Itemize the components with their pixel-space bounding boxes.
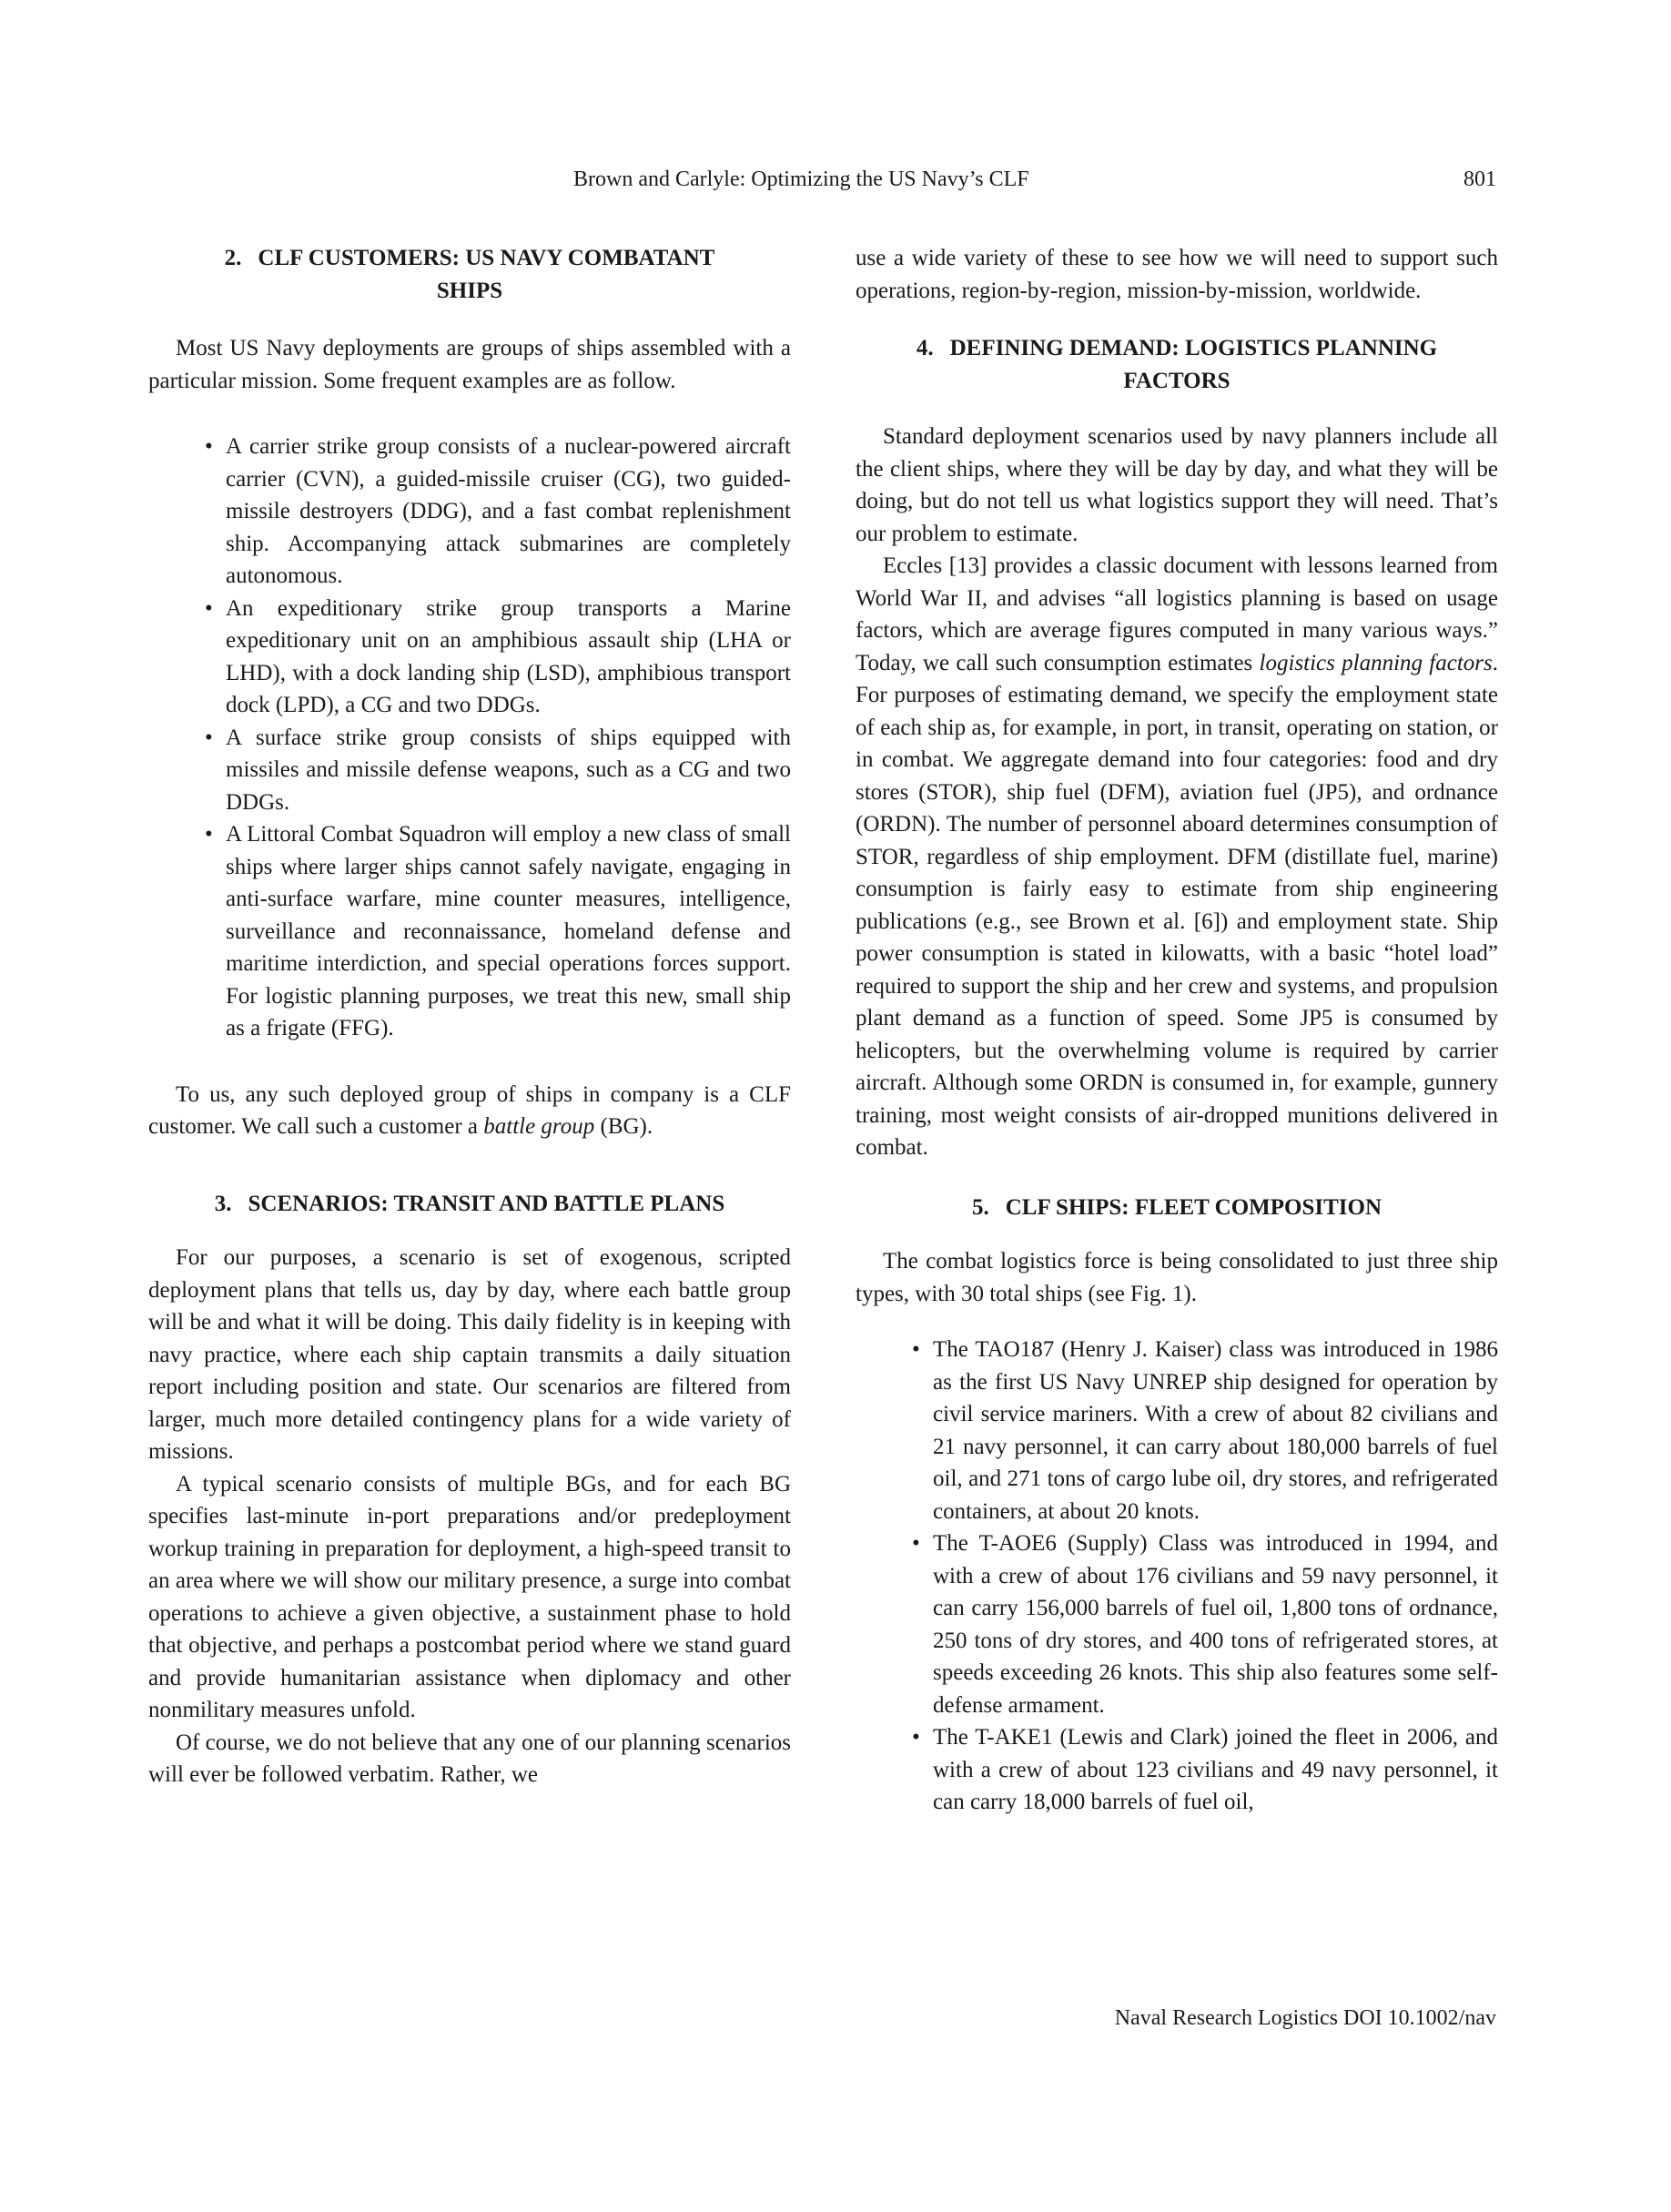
paragraph: Of course, we do not believe that any one of our planning scenarios will ever be followed verbatim. Rather, we (148, 1730, 791, 1787)
section-4-heading (856, 332, 1498, 397)
section-title-line2: FACTORS (1123, 368, 1230, 393)
list-item: • The T-AKE1 (Lewis and Clark) joined the fleet in 2006, and with a crew of about 123 civilians and 49 navy personnel, it can carry 18,000 barrels of fuel oil, (912, 1725, 1498, 1814)
section-title-line1: DEFINING DEMAND: LOGISTICS PLANNING (949, 336, 1438, 360)
paragraph: Standard deployment scenarios used by navy planners include all the client ships, where they will be day by day, and what they will be doing, but do not tell us what logistics support they will need. That’s our problem to estimate. (856, 424, 1498, 546)
list-item: • A Littoral Combat Squadron will employ a new class of small ships where larger ships cannot safely navigate, engaging in anti-surface warfare, mine counter measures, intelligence, surveillance and reconnaissance, homeland defense and maritime interdiction, and special operations forces support. For logistic planning purposes, we treat this new, small ship as a frigate (FFG). (205, 822, 791, 1040)
section-5-heading (856, 1192, 1498, 1224)
section-title: CLF SHIPS: FLEET COMPOSITION (1005, 1194, 1382, 1220)
list-item-text: The T-AKE1 (Lewis and Clark) joined the fleet in 2006, and with a crew of about 123 civilians and 49 navy personnel, it can carry 18,000 barrels of fuel oil, (933, 1725, 1498, 1814)
right-column (856, 242, 1498, 1819)
paragraph-continued: use a wide variety of these to see how we will need to support such operations, region-by-region, mission-by-mission, worldwide. (856, 246, 1498, 303)
page-number: 801 (1463, 167, 1496, 191)
section-title-line2: SHIPS (436, 278, 503, 303)
left-column (148, 242, 791, 1791)
paragraph: Eccles [13] provides a classic document with lessons learned from World War II, and advises “all logistics planning is based on usage factors, which are average figures computed in many various ways.” Today, we call such consumption estimates logistics planning factors. For purposes of estimating demand, we specify the employment state of each ship as, for example, in port, in transit, operating on station, or in combat. We aggregate demand into four categories: food and dry stores (STOR), ship fuel (DFM), aviation fuel (JP5), and ordnance (ORDN). The number of personnel aboard determines consumption of STOR, regardless of ship employment. DFM (distillate fuel, marine) consumption is fairly easy to estimate from ship engineering publications (e.g., see Brown et al. [6]) and employment state. Ship power consumption is stated in kilowatts, with a basic “hotel load” required to support the ship and her crew and systems, and propulsion plant demand as a function of speed. Some JP5 is consumed by helicopters, but the overwhelming volume is required by carrier aircraft. Although some ORDN is consumed in, for example, gunnery training, most weight consists of air-dropped munitions delivered in combat. (856, 553, 1498, 1160)
list-item-text: An expeditionary strike group transports a Marine expeditionary unit on an amphibious assault ship (LHA or LHD), with a dock landing ship (LSD), amphibious transport dock (LPD), a CG and two DDGs. (226, 595, 791, 717)
list-item-text: A carrier strike group consists of a nuclear-powered aircraft carrier (CVN), a guided-missile cruiser (CG), two guided-missile destroyers (DDG), and a fast combat replenishment ship. Accompanying attack submarines are completely autonomous. (226, 434, 791, 588)
list-item-text: A surface strike group consists of ships equipped with missiles and missile defense weapons, such as a CG and two DDGs. (226, 725, 791, 815)
bullet-list (856, 1334, 1498, 1819)
paragraph: Most US Navy deployments are groups of ships assembled with a particular mission. Some frequent examples are as follow. (148, 336, 791, 393)
paragraph: For our purposes, a scenario is set of exogenous, scripted deployment plans that tells us, day by day, where each battle group will be and what it will be doing. This daily fidelity is in keeping with navy practice, where each ship captain transmits a daily situation report including position and state. Our scenarios are filtered from larger, much more detailed contingency plans for a wide variety of missions. (148, 1245, 791, 1464)
section-2-heading (148, 242, 791, 307)
paragraph: A typical scenario consists of multiple BGs, and for each BG specifies last-minute in-port preparations and/or predeployment workup training in preparation for deployment, a high-speed transit to an area where we will show our military presence, a surge into combat operations to achieve a given objective, a sustainment phase to hold that objective, and perhaps a postcombat period where we stand guard and provide humanitarian assistance when diplomacy and other nonmilitary measures unfold. (148, 1471, 791, 1722)
running-head: Brown and Carlyle: Optimizing the US Navy’s CLF (573, 167, 1029, 191)
footer-journal-doi: Naval Research Logistics DOI 10.1002/nav (1114, 2006, 1496, 2030)
section-number: 5. (971, 1194, 989, 1220)
paragraph: To us, any such deployed group of ships in company is a CLF customer. We call such a customer a battle group (BG). (148, 1081, 791, 1139)
list-item: • An expeditionary strike group transports a Marine expeditionary unit on an amphibious assault ship (LHA or LHD), with a dock landing ship (LSD), amphibious transport dock (LPD), a CG and two DDGs. (205, 595, 791, 717)
list-item-text: The TAO187 (Henry J. Kaiser) class was introduced in 1986 as the first US Navy UNREP ship designed for operation by civil service mariners. With a crew of about 82 civilians and 21 navy personnel, it can carry about 180,000 barrels of fuel oil, and 271 tons of cargo lube oil, dry stores, and refrigerated containers, at about 20 knots. (933, 1337, 1498, 1524)
list-item: • A carrier strike group consists of a nuclear-powered aircraft carrier (CVN), a guided-missile cruiser (CG), two guided-missile destroyers (DDG), and a fast combat replenishment ship. Accompanying attack submarines are completely autonomous. (205, 434, 791, 588)
list-item-text: The T-AOE6 (Supply) Class was introduced in 1994, and with a crew of about 176 civilians and 59 navy personnel, it can carry 156,000 barrels of fuel oil, 1,800 tons of ordnance, 250 tons of dry stores, and 400 tons of refrigerated stores, at speeds exceeding 26 knots. This ship also features some self-defense armament. (933, 1531, 1498, 1718)
section-number: 2. (224, 246, 242, 270)
list-item: • The TAO187 (Henry J. Kaiser) class was introduced in 1986 as the first US Navy UNREP ship designed for operation by civil service mariners. With a crew of about 82 civilians and 21 navy personnel, it can carry about 180,000 barrels of fuel oil, and 271 tons of cargo lube oil, dry stores, and refrigerated containers, at about 20 knots. (912, 1337, 1498, 1524)
section-number: 3. (214, 1191, 232, 1216)
list-item-text: A Littoral Combat Squadron will employ a new class of small ships where larger ships cannot safely navigate, engaging in anti-surface warfare, mine counter measures, intelligence, surveillance and reconnaissance, homeland defense and maritime interdiction, and special operations forces support. For logistic planning purposes, we treat this new, small ship as a frigate (FFG). (226, 822, 791, 1040)
section-number: 4. (916, 336, 934, 360)
paragraph: The combat logistics force is being consolidated to just three ship types, with 30 total ships (see Fig. 1). (856, 1249, 1498, 1306)
emphasis: battle group (483, 1114, 595, 1139)
section-title: SCENARIOS: TRANSIT AND BATTLE PLANS (248, 1191, 725, 1216)
list-item: • The T-AOE6 (Supply) Class was introduced in 1994, and with a crew of about 176 civilians and 59 navy personnel, it can carry 156,000 barrels of fuel oil, 1,800 tons of ordnance, 250 tons of dry stores, and 400 tons of refrigerated stores, at speeds exceeding 26 knots. This ship also features some self-defense armament. (912, 1531, 1498, 1718)
list-item: • A surface strike group consists of ships equipped with missiles and missile defense weapons, such as a CG and two DDGs. (205, 725, 791, 815)
emphasis: logistics planning factors (1259, 650, 1493, 675)
bullet-list (148, 431, 791, 1045)
section-3-heading (148, 1188, 791, 1221)
section-title-line1: CLF CUSTOMERS: US NAVY COMBATANT (258, 246, 715, 270)
